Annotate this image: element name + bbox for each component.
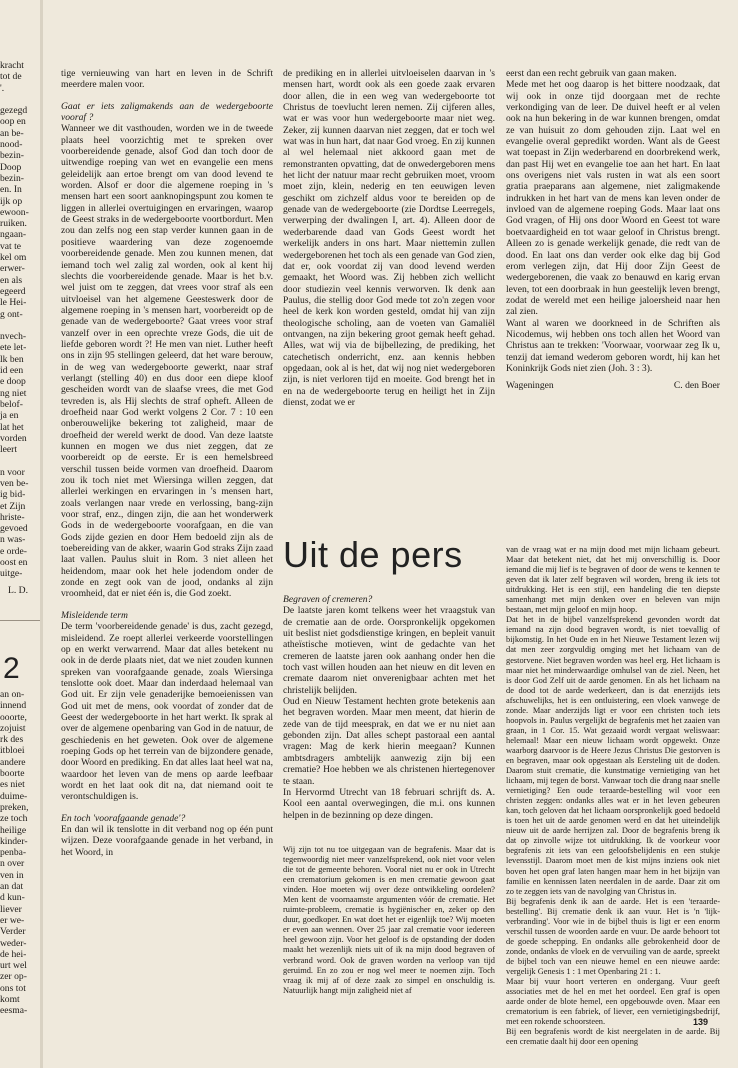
- section-heading: Uit de pers: [283, 534, 463, 575]
- column-3-top: [506, 68, 720, 543]
- left-fragment-line: ijk op: [0, 195, 23, 207]
- paragraph: Oud en Nieuw Testament hechten grote betekenis aan het begraven worden. Maar men meent, dat hierin de zede van de tijd meesprak, en dat we er nu niet aan gebonden zijn. Dat alles schept pastoraal een aantal vragen: Mag de kerk hierin meegaan? Kunnen ambtsdragers ambtelijk aanwezig zijn bij een crematie? Hoe hebben we als christenen hiertegenover te staan.: [283, 696, 495, 787]
- quote-paragraph: Bij een begrafenis wordt de kist neergelaten in de aarde. Bij een crematie daalt hij door een opening: [506, 1027, 720, 1047]
- left-fragment-line: nood-: [0, 139, 23, 151]
- left-fragment-line: weder-: [0, 937, 27, 949]
- left-fragment-line: zojuist: [0, 722, 26, 734]
- left-fragment-line: gevoed: [0, 523, 28, 535]
- paragraph: De laatste jaren komt telkens weer het vraagstuk van de crematie aan de orde. Oorspronkelijk opgekomen uit beslist niet godsdienstige kringen, en bepleit vanuit atheïstische motieven, wint de gedachte van het cremeren de laatste jaren ook aanhang onder hen die toch vast willen houden aan het nieuw en dit leven en cremate daarom niet onverenigbaar achten met het christelijk belijden.: [283, 605, 495, 696]
- left-fragment-line: n voor: [0, 466, 25, 478]
- left-fragment-line: n over: [0, 858, 25, 870]
- page-number: 139: [693, 1017, 709, 1027]
- quote-paragraph: Wij zijn tot nu toe uitgegaan van de begrafenis. Maar dat is tegenwoordig niet meer vanzelfsprekend, ook niet voor velen die tot de gemeente behoren. Vooral niet nu er ook in Utrecht een crematorium gekomen is en men crematie gewoon gaat vinden. Hoe moeten wij over deze ontwikkeling oordelen? Men kent de voornaamste argumenten vóór de crematie. Het ruimte-probleem, crematie is hygiënischer en, zeker op den duur, goedkoper. En wat doet het er eigenlijk toe? Wij moeten er even aan wennen. Over 25 jaar zal crematie voor iedereen heel gewoon zijn. Voor het geloof is de opstanding der doden maakt het wezenlijk niets uit of ik na mijn dood begraven of verbrand word. Ook de graven worden na verloop van tijd geruimd. En zo zou er nog wel meer te noemen zijn. Toch vraag ik mij af of deze zaak zo simpel en onschuldig is. Natuurlijk hangt mijn zaligheid niet af: [283, 845, 495, 995]
- paragraph: Want al waren we doorkneed in de Schriften als Nicodemus, wij hebben ons toch allen het Woord van Christus aan te trekken: 'Voorwaar, voorwaar zeg Ik u, tenzij dat iemand wederom geboren wordt, hij kan het Koninkrijk Gods niet zien (Joh. 3 : 3).: [506, 317, 720, 374]
- left-fragment-line: [0, 455, 40, 466]
- left-fragment-line: egeerd: [0, 285, 26, 297]
- paragraph: de prediking en in allerlei uitvloeiselen daarvan in 's mensen hart, wordt ook als een goede zaak ervaren door allen, die in een weg van wedergeboorte tot Christus de toevlucht leren nemen. Zij cijferen alles, wat er was voor hun wedergeboorte maar niet weg. Zeker, zij kunnen daarvan niet zeggen, dat er toch wel wat was in hun hart, dat naar God vroeg. En zij kunnen al wel helemaal niet akkoord gaan met de remonstranten opvatting, dat de onwedergeboren mens het licht der natuur maar recht gebruiken moet, vroom moet zijn, klein, nederig en ten eeuwigen leven geschikt om zichzelf aldus voor te bereiden op de genade van de wedergeboorte (zie Dordtse Leerregels, verwerping der dwalingen I, art. 4). Alleen door de wederbarende daad van Gods Geest wordt het werkelijk anders in ons hart. Maar niettemin zullen wedergeborenen het toch als een genade van God zien, dat er, ook voordat zij van dood levend werden gemaakt, het Woord was. Zij hebben zich wellicht door studiezin veel kennis verworven. Ik denk aan Paulus, die stellig door God mede tot zo'n zegen voor heel de kerk kon worden gesteld, omdat hij van zijn theologische scholing, aan de voeten van Gamaliël ontvangen, na zijn bekering groot gemak heeft gehad. Alles, wat wij via de bijbellezing, de prediking, het catechetisch onderricht, enz. aan kennis hebben opgedaan, ook al is het, dat wij nog niet wedergeboren zijn, is niet verloren tijd en moeite. God brengt het in en na de wedergeboorte terug en heiligt het in Zijn dienst, zodat we er: [283, 68, 495, 408]
- left-fragment-line: urt wel: [0, 960, 27, 972]
- paragraph: tige vernieuwing van hart en leven in de Schrift meerdere malen voor.: [61, 68, 273, 91]
- left-fragment-line: gezegd: [0, 105, 28, 117]
- left-page-fragments-top: [0, 60, 40, 580]
- subheading: Gaat er iets zaligmakends aan de wedergeboorte vooraf ?: [61, 100, 273, 124]
- left-fragment-line: boorte: [0, 768, 25, 780]
- left-fragment-line: tot de: [0, 71, 22, 83]
- left-fragment-line: en. In: [0, 184, 22, 196]
- left-fragment-line: nvech-: [0, 331, 27, 343]
- quote-paragraph: van de vraag wat er na mijn dood met mijn lichaam gebeurt. Maar dat betekent niet, dat het mij onverschillig is. Door iemand die mij lief is te begraven of door de wens te kennen te geven dat ik later zelf begraven wil worden, breng ik iets tot uitdrukking. Het is een stijl, een handeling die ten diepste samenhangt met mijn denken over en beleven van mijn bestaan, met mijn geloof en mijn hoop.: [506, 545, 720, 615]
- left-fragment-line: vat te: [0, 240, 22, 252]
- left-fragment-line: andere: [0, 756, 26, 768]
- left-signature: L. D.: [8, 585, 28, 596]
- left-fragment-line: bezin-: [0, 172, 24, 184]
- left-fragment-line: kinder-: [0, 835, 28, 847]
- left-fragment-line: bezin-: [0, 150, 24, 162]
- signature-author: C. den Boer: [673, 380, 720, 392]
- left-fragment-line: ja en: [0, 410, 19, 422]
- left-fragment-line: Doop: [0, 161, 22, 173]
- column-2-top: [283, 68, 495, 528]
- left-fragment-line: kracht: [0, 60, 24, 71]
- paragraph: In Hervormd Utrecht van 18 februari schrijft ds. A. Kool een aantal overwegingen, die m.i. ons kunnen helpen in de bezinning op deze dingen.: [283, 786, 495, 821]
- column-1: [61, 68, 273, 928]
- left-fragment-line: ze toch: [0, 813, 28, 825]
- left-fragment-line: ven be-: [0, 477, 29, 489]
- left-page-fragments-bottom: [0, 689, 40, 1017]
- left-fragment-line: hriste-: [0, 511, 25, 523]
- left-fragment-line: an on-: [0, 689, 25, 700]
- quote-paragraph: Bij begrafenis denk ik aan de aarde. Het is een 'teraarde-bestelling'. Bij crematie denk ik aan vuur. Het is 'n 'lijk-verbranding'. Voor wie in de bijbel thuis is ligt er een enorm verschil tussen de woorden aarde en vuur. De aarde behoort tot de goede schepping. En ondanks alle gebrokenheid door de zonde, ondanks de vloek en de vervuiling van de aarde, spreekt de bijbel toch van een nieuwe hemel en een nieuwe aarde: vergelijk Genesis 1 : 1 met Openbaring 21 : 1.: [506, 896, 720, 976]
- left-fragment-line: duime-: [0, 790, 28, 802]
- left-fragment-line: lat het: [0, 421, 24, 433]
- left-fragment-line: ngaan-: [0, 229, 27, 241]
- left-fragment-line: '.: [0, 82, 5, 94]
- left-fragment-line: ruiken.: [0, 218, 27, 230]
- quote-paragraph: Maar bij vuur hoort verteren en ondergang. Vuur geeft associaties met de hel en met het oordeel. Een graf is open aarde onder de blote hemel, een opgebouwde oven. Maar een crematorium is een fabriek, of liever, een vernietigingsbedrijf, met een rokende schoorsteen.: [506, 977, 720, 1027]
- left-fragment-line: es niet: [0, 779, 25, 791]
- left-fragment-line: oop en: [0, 116, 26, 128]
- left-fragment-line: komt: [0, 994, 20, 1006]
- left-fragment-line: penba-: [0, 847, 27, 859]
- left-fragment-line: innend: [0, 700, 27, 712]
- left-fragment-line: d kun-: [0, 892, 25, 904]
- left-fragment-line: er we-: [0, 914, 25, 926]
- left-fragment-line: an dat: [0, 881, 24, 893]
- left-fragment-line: en als: [0, 274, 23, 286]
- paragraph: eerst dan een recht gebruik van gaan maken.: [506, 68, 677, 79]
- left-fragment-line: id een: [0, 365, 24, 377]
- left-fragment-line: itbloei: [0, 745, 25, 757]
- left-fragment-line: ete let-: [0, 342, 27, 354]
- left-fragment-line: leert: [0, 444, 18, 456]
- left-fragment-line: ewoon-: [0, 206, 29, 218]
- left-fragment-line: eesma-: [0, 1005, 28, 1017]
- subheading: En toch 'voorafgaande genade'?: [61, 812, 186, 824]
- left-fragment-line: ig bid-: [0, 489, 26, 501]
- quote-paragraph: Dat het in de bijbel vanzelfsprekend gevonden wordt dat iemand na zijn dood begraven wordt, is niet toevallig of bijkomstig. In het Oude en in het Nieuwe Testament lezen wij dat men zeer zorgvuldig omging met het lichaam van de gestorvene. Niet begraven worden was heel erg. Het lichaam is maar niet het minderwaardige omhulsel van de ziel. Neen, het is door God Zelf uit de aarde genomen. En als het lichaam na de dood tot de aarde wederkeert, dan is dat enerzijds iets afschuwelijks, het is een ontluistering, een vloek vanwege de zonde. Maar anderzijds ligt er voor een christen toch iets hoopvols in. Paulus vergelijkt de begrafenis met het zaaien van graan, in 1 Cor. 15. Wat gezaaid wordt vergaat weliswaar: helemaal! Maar een nieuw lichaam wordt opgewekt. Onze waarborg daarvoor is de Heere Jezus Christus Die gestorven is en begraven, maar ook opgestaan als Eersteling uit de doden. Daarom stuit crematie, die kunstmatige vernietiging van het lichaam, mij tegen de borst. Vanwaar toch die drang naar snelle vernietiging? Een oude teraarde-bestelling wil voor een christen zeggen: ondanks alles wat er in het leven gebeuren kan, toch geloven dat het lichaam oorspronkelijk goed bedoeld is toen het uit de aarde genomen werd en dat het uiteindelijk nieuw uit de aarde herrijzen zal. Door de begrafenis breng ik dat op zinvolle wijze tot uitdrukking. Ik de voorkeur voor begrafenis zit iets van een geloofsbelijdenis en een stukje levensstijl. Daarom moet men de kist mijns inziens ook niet boven het open graf laten hangen maar hem in het bijzijn van familie en kennissen laten neerdalen in de aarde. Daar zit om zo te zeggen iets van de navolging van Christus in.: [506, 615, 720, 896]
- column-2-uit-de-pers: [283, 584, 495, 844]
- left-fragment-line: de hei-: [0, 948, 27, 960]
- left-fragment-line: e doop: [0, 376, 26, 388]
- left-fragment-line: Verder: [0, 926, 26, 938]
- left-fragment-line: le Hei-: [0, 297, 27, 309]
- left-fragment-line: heilige: [0, 824, 27, 836]
- left-page-number-two: 2: [3, 652, 20, 685]
- left-fragment-line: ooorte,: [0, 711, 27, 723]
- left-fragment-line: [0, 320, 40, 331]
- left-fragment-line: ons tot: [0, 982, 26, 994]
- paragraph: En dan wil ik tenslotte in dit verband nog op één punt wijzen. Deze voorafgaande genade in het verband, in het Woord, in: [61, 824, 273, 858]
- left-fragment-line: vorden: [0, 432, 27, 444]
- left-fragment-line: rk des: [0, 734, 24, 746]
- left-fragment-line: liever: [0, 903, 22, 915]
- left-fragment-line: zer op-: [0, 971, 27, 983]
- left-fragment-line: et Zijn: [0, 500, 26, 512]
- subheading: Begraven of cremeren?: [283, 594, 373, 605]
- left-fragment-line: kel om: [0, 252, 27, 264]
- left-divider: [0, 620, 40, 621]
- left-fragment-line: preken,: [0, 801, 29, 813]
- article-signature: [506, 380, 720, 391]
- subheading: Misleidende term: [61, 609, 128, 621]
- left-fragment-line: lk ben: [0, 353, 24, 365]
- paragraph: Mede met het oog daarop is het bittere noodzaak, dat wij ook in onze tijd doorgaan met de rechte verkondiging van de leer. De duivel heeft er al velen ook na hun bekering in de war kunnen brengen, omdat ze van huisuit zo dom gehouden zijn. Laat wel en evangelie overal gepredikt worden. Want als de Geest wat toepast in Zijn wederbarend en doorbrekend werk, dan past Hij wet en evangelie toe aan het hart. En laat ons overigens niet vals rusten in wat als een soort gratia praeparans aan algemene, niet zaligmakende indrukken in het hart van de mens kan leven onder de invloed van de algemene roeping Gods. Maar laat ons God vragen, of Hij ons door Woord en Geest tot ware boetvaardigheid en tot waar geloof in Christus brengt. Alleen zo is genade werkelijk genade, die redt van de dood. En laat ons dan verder ook elke dag bij God erom verlegen zijn, dat Hij door Zijn Geest de wedergeborenen, die vaak zo benauwd en karig ervan leven, tot een doorbraak in hun geestelijk leven brengt, zodat de wereld met een heilige jaloersheid naar hen zal zien.: [506, 79, 720, 318]
- left-fragment-line: [0, 94, 40, 105]
- left-fragment-line: g ont-: [0, 308, 23, 320]
- left-fragment-line: e orde-: [0, 545, 27, 557]
- left-fragment-line: an be-: [0, 127, 24, 139]
- signature-place: Wageningen: [506, 380, 554, 392]
- left-fragment-line: uitge-: [0, 568, 23, 580]
- left-fragment-line: erwer-: [0, 263, 25, 275]
- page-gutter: [40, 0, 43, 1068]
- left-fragment-line: ven in: [0, 869, 24, 881]
- paragraph: Wanneer we dit vasthouden, worden we in de tweede plaats heel voorzichtig met te spreken over voorbereidende genade, alsof God dan toch door de uitwendige roeping van wet en evangelie een mens geleidelijk aan ertoe brengt om van dood levend te worden. Alsof er door die algemene roeping in 's mensen hart een soort aanknopingspunt zou komen te liggen in allerlei overtuigingen en ervaringen, waarop de Geest straks in de wedergeboorte voortbordurt. Men zou dan zelfs nog een stap verder kunnen gaan in de positieve waardering van deze zogenoemde voorbereidende genade. Men zou kunnen menen, dat iemand toch wel zalig zal worden, ook al kent hij slechts die voorbereidende genade. Maar is het b.v. wel juist om te zeggen, dat vrees voor straf als een uitvloeisel van het algemene Geesteswerk door de algemene roeping in 's mensen hart, voorbereidt op de genade van de wedergeboorte? Gaat vrees voor straf vanzelf over in een oprechte vreze Gods, die uit de liefde geboren wordt ?! He men van niet. Luther heeft ons in zijn 95 stellingen geleerd, dat het ware berouw, in de weg van wedergeboorte gewerkt, naar straf verlangt (stelling 40) en dus door een diepe kloof gescheiden wordt van de slaafse vrees, die met God tevreden is, als Hij slechts de straf opheft. Alleen de droefheid naar God werkt volgens 2 Cor. 7 : 10 een onberouwelijke bekering tot zaligheid, maar de droefheid der wereld werkt de dood. Van deze laatste kunnen en mogen we dus niet zeggen, dat ze voorbereidt op de eerste. Er is een hemelsbreed verschil tussen beide vormen van droefheid. Daarom zou ik toch niet met Wiersinga willen zeggen, dat allerlei werkingen en ervaringen in 's mensen hart, zoals verlangen naar vrede en verlossing, bang-zijn voor straf, enz., dingen zijn, die aan het wonderwerk Gods in de wedergeboorte voorafgaan, en die van Gods zijde gezien en door Hem bedoeld zijn als de toebereiding van de akker, waarin God straks Zijn zaad laat vallen. Paulus sluit in Rom. 3 niet alleen het heidendom, maar ook het hele jodendom onder de zonde en zegt ook van de jood, ondanks al zijn vroomheid, dat er niet één is, die God zoekt.: [61, 123, 273, 600]
- left-fragment-line: belof-: [0, 398, 23, 410]
- left-fragment-line: oost en: [0, 557, 28, 569]
- left-fragment-line: n was-: [0, 534, 26, 546]
- left-fragment-line: ng niet: [0, 387, 27, 399]
- column-2-quote: [283, 845, 495, 1025]
- paragraph: De term 'voorbereidende genade' is dus, zacht gezegd, misleidend. Ze roept allerlei verkeerde voorstellingen op en werkt verwarrend. Maar dat alles betekent nu ook in de derde plaats niet, dat we niet zouden kunnen spreken van voorafgaande genade, zoals Wiersinga tenslotte ook doet. Maar dan inderdaad helemaal van God uit. Er zijn vele genaderijke bemoeienissen van God uit met de mens, ook voordat of zonder dat de Geest der wedergeboorte in het hart werkt. Ik sprak al over de algemene openbaring van God in de natuur, de geschiedenis en het geweten. Ook over de algemene roeping Gods op het terrein van de bijzondere genade, door Woord en prediking. En dat alles laat heel wat na, waardoor het leven van de mens op aarde leefbaar wordt en het laat ook dit na, dat niemand ooit te verontschuldigen is.: [61, 621, 273, 803]
